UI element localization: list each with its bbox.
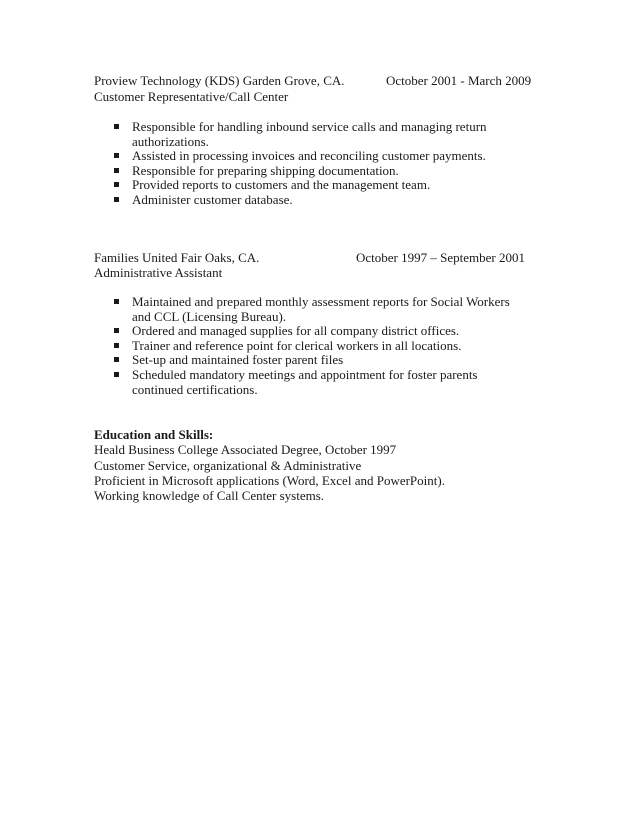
job2-employer: Families United Fair Oaks, CA. <box>94 250 260 265</box>
job1-dates: October 2001 - March 2009 <box>386 73 532 88</box>
job2-dates: October 1997 – September 2001 <box>356 250 525 265</box>
square-bullet-icon <box>114 197 119 202</box>
square-bullet-icon <box>114 343 119 348</box>
square-bullet-icon <box>114 328 119 333</box>
bullet-text: Assisted in processing invoices and reconciling customer payments. <box>132 148 486 164</box>
list-item <box>114 193 522 208</box>
bullet-text: Responsible for preparing shipping documentation. <box>132 162 399 178</box>
list-item <box>114 324 522 339</box>
bullet-text: Maintained and prepared monthly assessment reports for Social Workers and CCL (Licensing Bureau). <box>132 294 510 324</box>
list-item <box>114 339 522 354</box>
job2-title: Administrative Assistant <box>94 265 223 280</box>
bullet-text: Ordered and managed supplies for all company district offices. <box>132 323 460 339</box>
education-line: Customer Service, organizational & Administrative <box>94 458 362 473</box>
job2-bullet-list <box>114 295 522 397</box>
education-line: Working knowledge of Call Center systems. <box>94 488 325 503</box>
list-item <box>114 178 522 193</box>
bullet-text: Set-up and maintained foster parent files <box>132 352 344 368</box>
education-line: Heald Business College Associated Degree, October 1997 <box>94 442 397 457</box>
square-bullet-icon <box>114 153 119 158</box>
job1-bullet-list <box>114 120 522 208</box>
job1-title: Customer Representative/Call Center <box>94 89 289 104</box>
education-line: Proficient in Microsoft applications (Word, Excel and PowerPoint). <box>94 473 445 488</box>
bullet-text: Provided reports to customers and the management team. <box>132 177 431 193</box>
list-item <box>114 120 522 149</box>
bullet-text: Scheduled mandatory meetings and appointment for foster parents continued certifications. <box>132 366 478 397</box>
square-bullet-icon <box>114 372 119 377</box>
list-item <box>114 295 522 324</box>
square-bullet-icon <box>114 182 119 187</box>
square-bullet-icon <box>114 299 119 304</box>
bullet-text: Responsible for handling inbound service calls and managing return authorizations. <box>132 119 487 149</box>
list-item <box>114 149 522 164</box>
square-bullet-icon <box>114 168 119 173</box>
list-item <box>114 353 522 368</box>
list-item <box>114 164 522 179</box>
square-bullet-icon <box>114 357 119 362</box>
job1-employer: Proview Technology (KDS) Garden Grove, CA. <box>94 73 345 88</box>
bullet-text: Administer customer database. <box>132 191 293 207</box>
education-heading: Education and Skills: <box>94 427 214 442</box>
square-bullet-icon <box>114 124 119 129</box>
list-item <box>114 368 522 397</box>
bullet-text: Trainer and reference point for clerical workers in all locations. <box>132 337 462 353</box>
